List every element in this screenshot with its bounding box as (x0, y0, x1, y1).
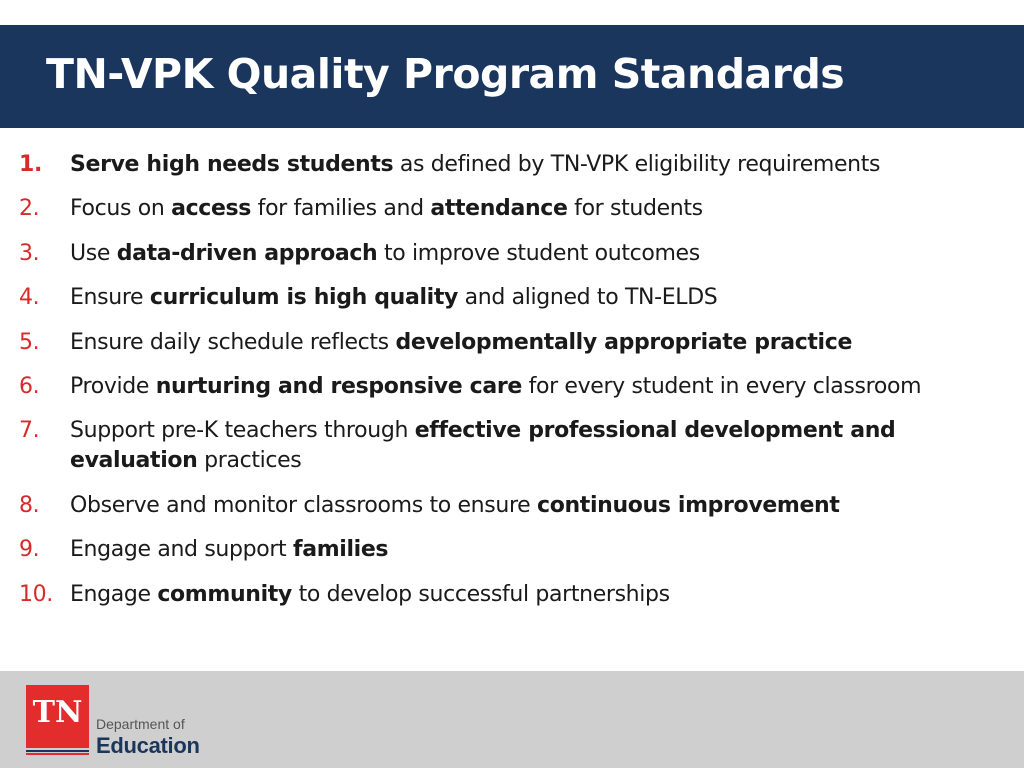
standard-text (70, 152, 880, 177)
standard-emphasis: data-driven approach (116, 240, 378, 266)
standard-item (0, 328, 1024, 358)
standard-segment: Provide (70, 373, 156, 399)
standard-emphasis: developmentally appropriate practice (395, 329, 853, 355)
standard-segment: Ensure (70, 285, 150, 311)
standard-item (0, 580, 1024, 610)
standard-text (70, 285, 717, 310)
standard-segment: Observe and monitor classrooms to ensure (70, 492, 538, 518)
tn-logo-text: TN (32, 695, 83, 730)
standard-text (70, 241, 700, 266)
standard-segment: Use (70, 240, 117, 266)
standard-segment: Engage and support (70, 537, 293, 563)
standard-emphasis: attendance (430, 196, 568, 222)
standard-item (0, 150, 1024, 180)
standard-number: 4. (19, 285, 40, 311)
standard-emphasis: nurturing and responsive care (155, 373, 522, 399)
standard-number: 3. (19, 240, 40, 266)
standard-number: 7. (19, 418, 40, 444)
standard-item (0, 239, 1024, 269)
standard-text (70, 196, 703, 221)
standard-segment: for families and (251, 196, 431, 222)
standard-emphasis: effective professional development and evaluation (70, 418, 896, 474)
standard-segment: for every student in every classroom (521, 373, 922, 399)
standard-item (0, 491, 1024, 521)
standard-emphasis: continuous improvement (537, 492, 840, 518)
standard-item (0, 372, 1024, 402)
standard-emphasis: families (292, 537, 389, 563)
standard-number: 6. (19, 373, 40, 399)
tn-logo (26, 685, 89, 748)
standard-segment: Engage (70, 581, 158, 607)
standard-segment: practices (197, 448, 302, 474)
standard-emphasis: access (171, 196, 252, 222)
standard-emphasis: community (157, 581, 292, 607)
standard-segment: to improve student outcomes (377, 240, 700, 266)
standard-segment: Focus on (70, 196, 172, 222)
standard-number: 10. (19, 581, 53, 607)
standard-item (0, 416, 1024, 476)
standard-segment: Support pre-K teachers through (70, 418, 415, 444)
standard-number: 5. (19, 329, 40, 355)
standard-segment: to develop successful partnerships (291, 581, 670, 607)
standard-segment: as defined by TN-VPK eligibility requirements (393, 152, 881, 177)
standard-emphasis: curriculum is high quality (149, 285, 458, 311)
standard-number: 1. (19, 152, 42, 177)
standard-emphasis: Serve high needs students (70, 152, 394, 177)
standard-text (70, 330, 852, 355)
standard-item (0, 535, 1024, 565)
standard-item (0, 194, 1024, 224)
standard-text (70, 537, 388, 562)
standard-segment: for students (567, 196, 703, 222)
standard-text (70, 582, 670, 607)
slide-title: TN-VPK Quality Program Standards (46, 50, 845, 98)
standard-text (70, 418, 895, 473)
education-label: Education (96, 733, 200, 758)
standard-text (70, 374, 921, 399)
standard-number: 2. (19, 196, 40, 222)
standard-number: 8. (19, 492, 40, 518)
standard-number: 9. (19, 537, 40, 563)
standard-segment: Ensure daily schedule reflects (70, 329, 396, 355)
department-label: Department of (96, 716, 185, 732)
standard-segment: and aligned to TN-ELDS (458, 285, 718, 311)
standards-list (0, 150, 1024, 624)
standard-text (70, 493, 840, 518)
standard-item (0, 283, 1024, 313)
